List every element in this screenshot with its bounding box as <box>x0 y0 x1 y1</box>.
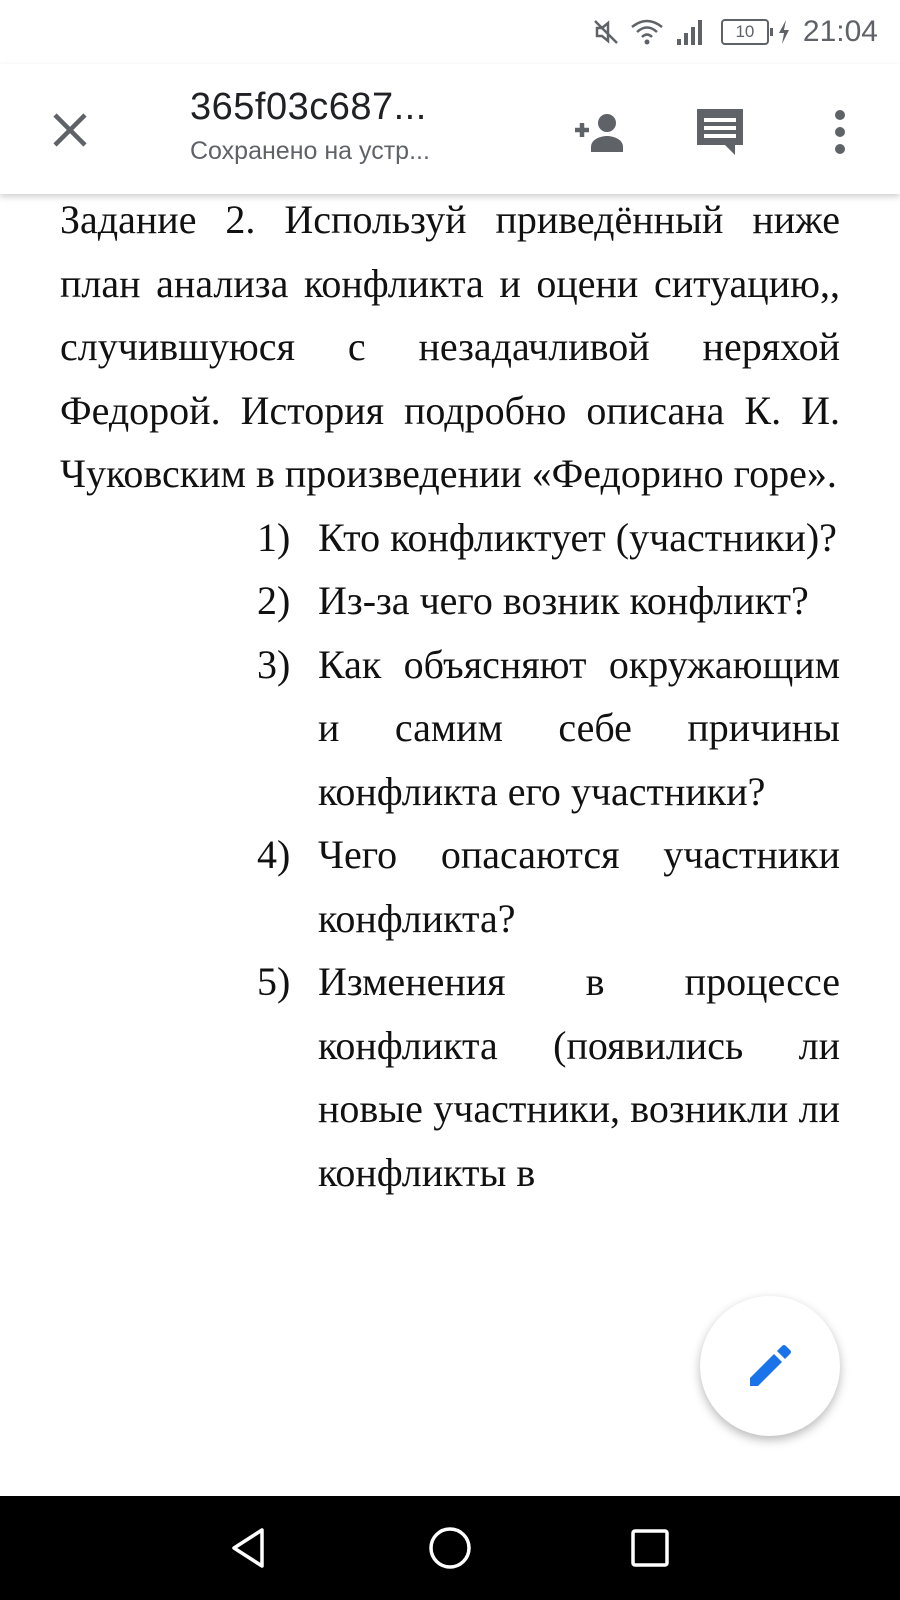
wifi-icon <box>629 17 665 47</box>
status-icons <box>591 10 878 54</box>
list-item <box>60 569 840 633</box>
mute-icon <box>591 17 621 47</box>
add-person-icon <box>571 110 629 154</box>
close-button[interactable] <box>40 100 100 160</box>
status-time: 21:04 <box>802 15 878 48</box>
list-item <box>60 950 840 1204</box>
list-item-text: Кто конфликтует (участники)? <box>318 514 837 560</box>
app-bar <box>0 64 900 194</box>
more-options-button[interactable] <box>808 100 872 164</box>
nav-home-button[interactable] <box>420 1518 480 1578</box>
nav-recents-button[interactable] <box>620 1518 680 1578</box>
list-item-number: 4) <box>257 832 291 877</box>
battery-level: 10 <box>735 22 755 41</box>
document-title: 365f03c687... <box>190 86 427 128</box>
battery-icon <box>721 19 769 45</box>
charging-icon <box>777 19 791 45</box>
home-circle-icon <box>427 1525 473 1571</box>
signal-icon <box>673 17 707 47</box>
edit-fab-button[interactable] <box>700 1296 840 1436</box>
list-item-number: 1) <box>257 514 291 560</box>
list-item-text: Изменения в процессе конфликта (появились ли новые участники, возникли ли конфликты в <box>318 959 840 1195</box>
back-triangle-icon <box>228 1526 272 1570</box>
save-status: Сохранено на устр... <box>190 137 430 165</box>
list-item <box>60 633 840 824</box>
list-item-number: 5) <box>257 959 291 1004</box>
close-icon <box>50 110 90 150</box>
status-bar <box>0 0 900 64</box>
list-item <box>60 823 840 950</box>
list-item-text: Из-за чего возник конфликт? <box>318 578 809 623</box>
share-add-person-button[interactable] <box>568 100 632 164</box>
nav-back-button[interactable] <box>220 1518 280 1578</box>
comment-button[interactable] <box>688 100 752 164</box>
title-block <box>190 86 510 166</box>
list-item-number: 2) <box>257 578 291 623</box>
more-vert-icon <box>830 107 850 157</box>
list-item-text: Чего опасаются участники конфликта? <box>318 832 840 941</box>
comment-icon <box>693 105 747 159</box>
analysis-plan-list <box>60 506 840 1205</box>
list-item <box>60 506 840 570</box>
edit-pencil-icon <box>744 1340 796 1392</box>
list-item-text: Как объясняют окружающим и самим себе причины конфликта его участники? <box>318 641 840 814</box>
system-nav-bar <box>0 1496 900 1600</box>
recents-square-icon <box>629 1527 671 1569</box>
document-text <box>60 194 840 1204</box>
list-item-number: 3) <box>257 641 291 687</box>
task-paragraph: Задание 2. Используй приведённый ниже план анализа конфликта и оцени ситуацию,, случившуюся с незадачливой неряхой Федорой. История подробно описана К. И. Чуковским в произведении «Федорино горе». <box>60 197 840 496</box>
